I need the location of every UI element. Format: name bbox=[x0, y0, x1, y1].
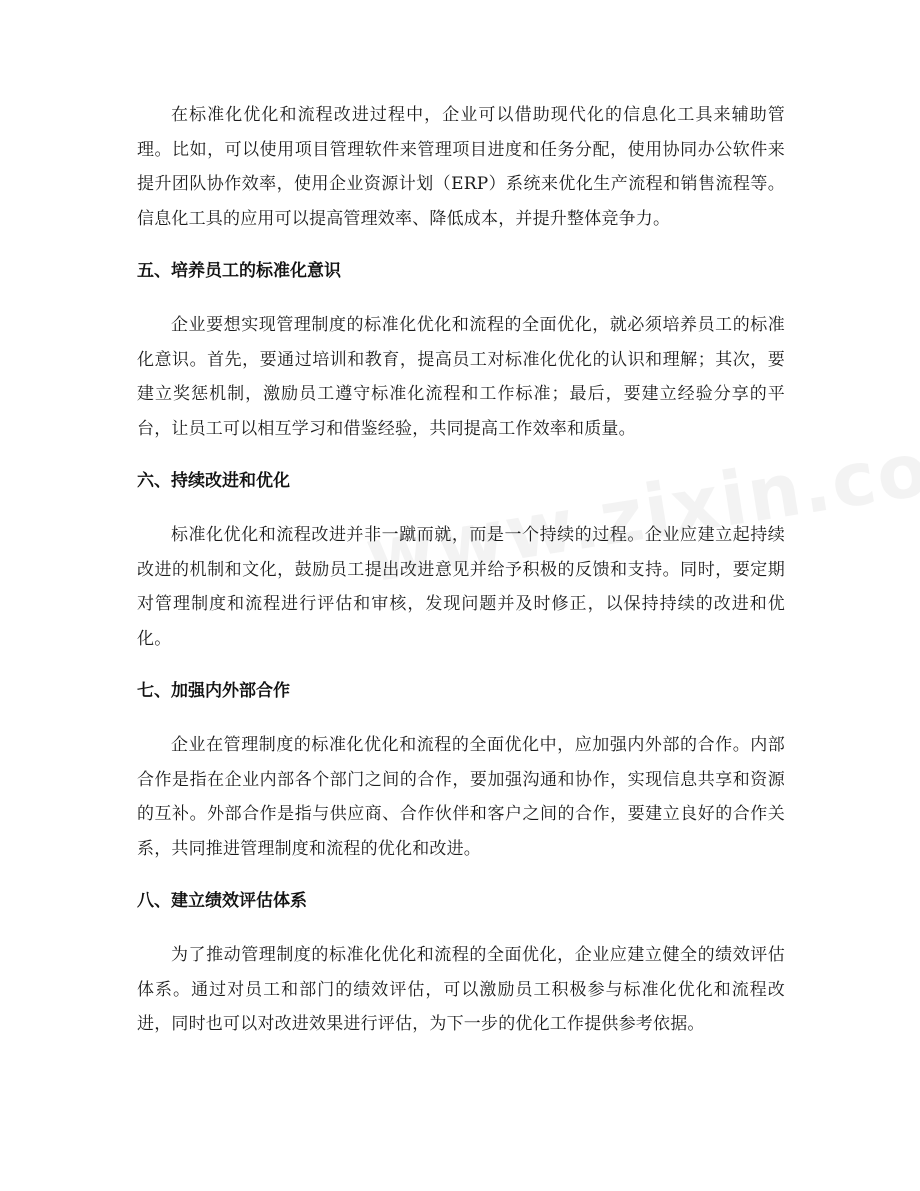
section-heading-8: 八、建立绩效评估体系 bbox=[137, 891, 307, 911]
section-paragraph-7: 企业在管理制度的标准化优化和流程的全面优化中，应加强内外部的合作。内部合作是指在企业内部各个部门之间的合作，要加强沟通和协作，实现信息共享和资源的互补。外部合作是指与供应商、合作伙伴和客户之间的合作，要建立良好的合作关系，共同推进管理制度和流程的优化和改进。 bbox=[137, 735, 785, 859]
intro-paragraph: 在标准化优化和流程改进过程中，企业可以借助现代化的信息化工具来辅助管理。比如，可以使用项目管理软件来管理项目进度和任务分配，使用协同办公软件来提升团队协作效率，使用企业资源计划（ERP）系统来优化生产流程和销售流程等。信息化工具的应用可以提高管理效率、降低成本，并提升整体竞争力。 bbox=[137, 105, 785, 229]
document-body bbox=[137, 98, 785, 1042]
section-heading-7: 七、加强内外部合作 bbox=[137, 681, 290, 701]
section-paragraph-8: 为了推动管理制度的标准化优化和流程的全面优化，企业应建立健全的绩效评估体系。通过对员工和部门的绩效评估，可以激励员工积极参与标准化优化和流程改进，同时也可以对改进效果进行评估，为下一步的优化工作提供参考依据。 bbox=[137, 945, 785, 1034]
section-heading-6: 六、持续改进和优化 bbox=[137, 471, 290, 491]
section-heading-5: 五、培养员工的标准化意识 bbox=[137, 261, 341, 281]
section-paragraph-6: 标准化优化和流程改进并非一蹴而就，而是一个持续的过程。企业应建立起持续改进的机制和文化，鼓励员工提出改进意见并给予积极的反馈和支持。同时，要定期对管理制度和流程进行评估和审核，发现问题并及时修正，以保持持续的改进和优化。 bbox=[137, 525, 785, 649]
section-paragraph-5: 企业要想实现管理制度的标准化优化和流程的全面优化，就必须培养员工的标准化意识。首先，要通过培训和教育，提高员工对标准化优化的认识和理解；其次，要建立奖惩机制，激励员工遵守标准化流程和工作标准；最后，要建立经验分享的平台，让员工可以相互学习和借鉴经验，共同提高工作效率和质量。 bbox=[137, 315, 785, 439]
